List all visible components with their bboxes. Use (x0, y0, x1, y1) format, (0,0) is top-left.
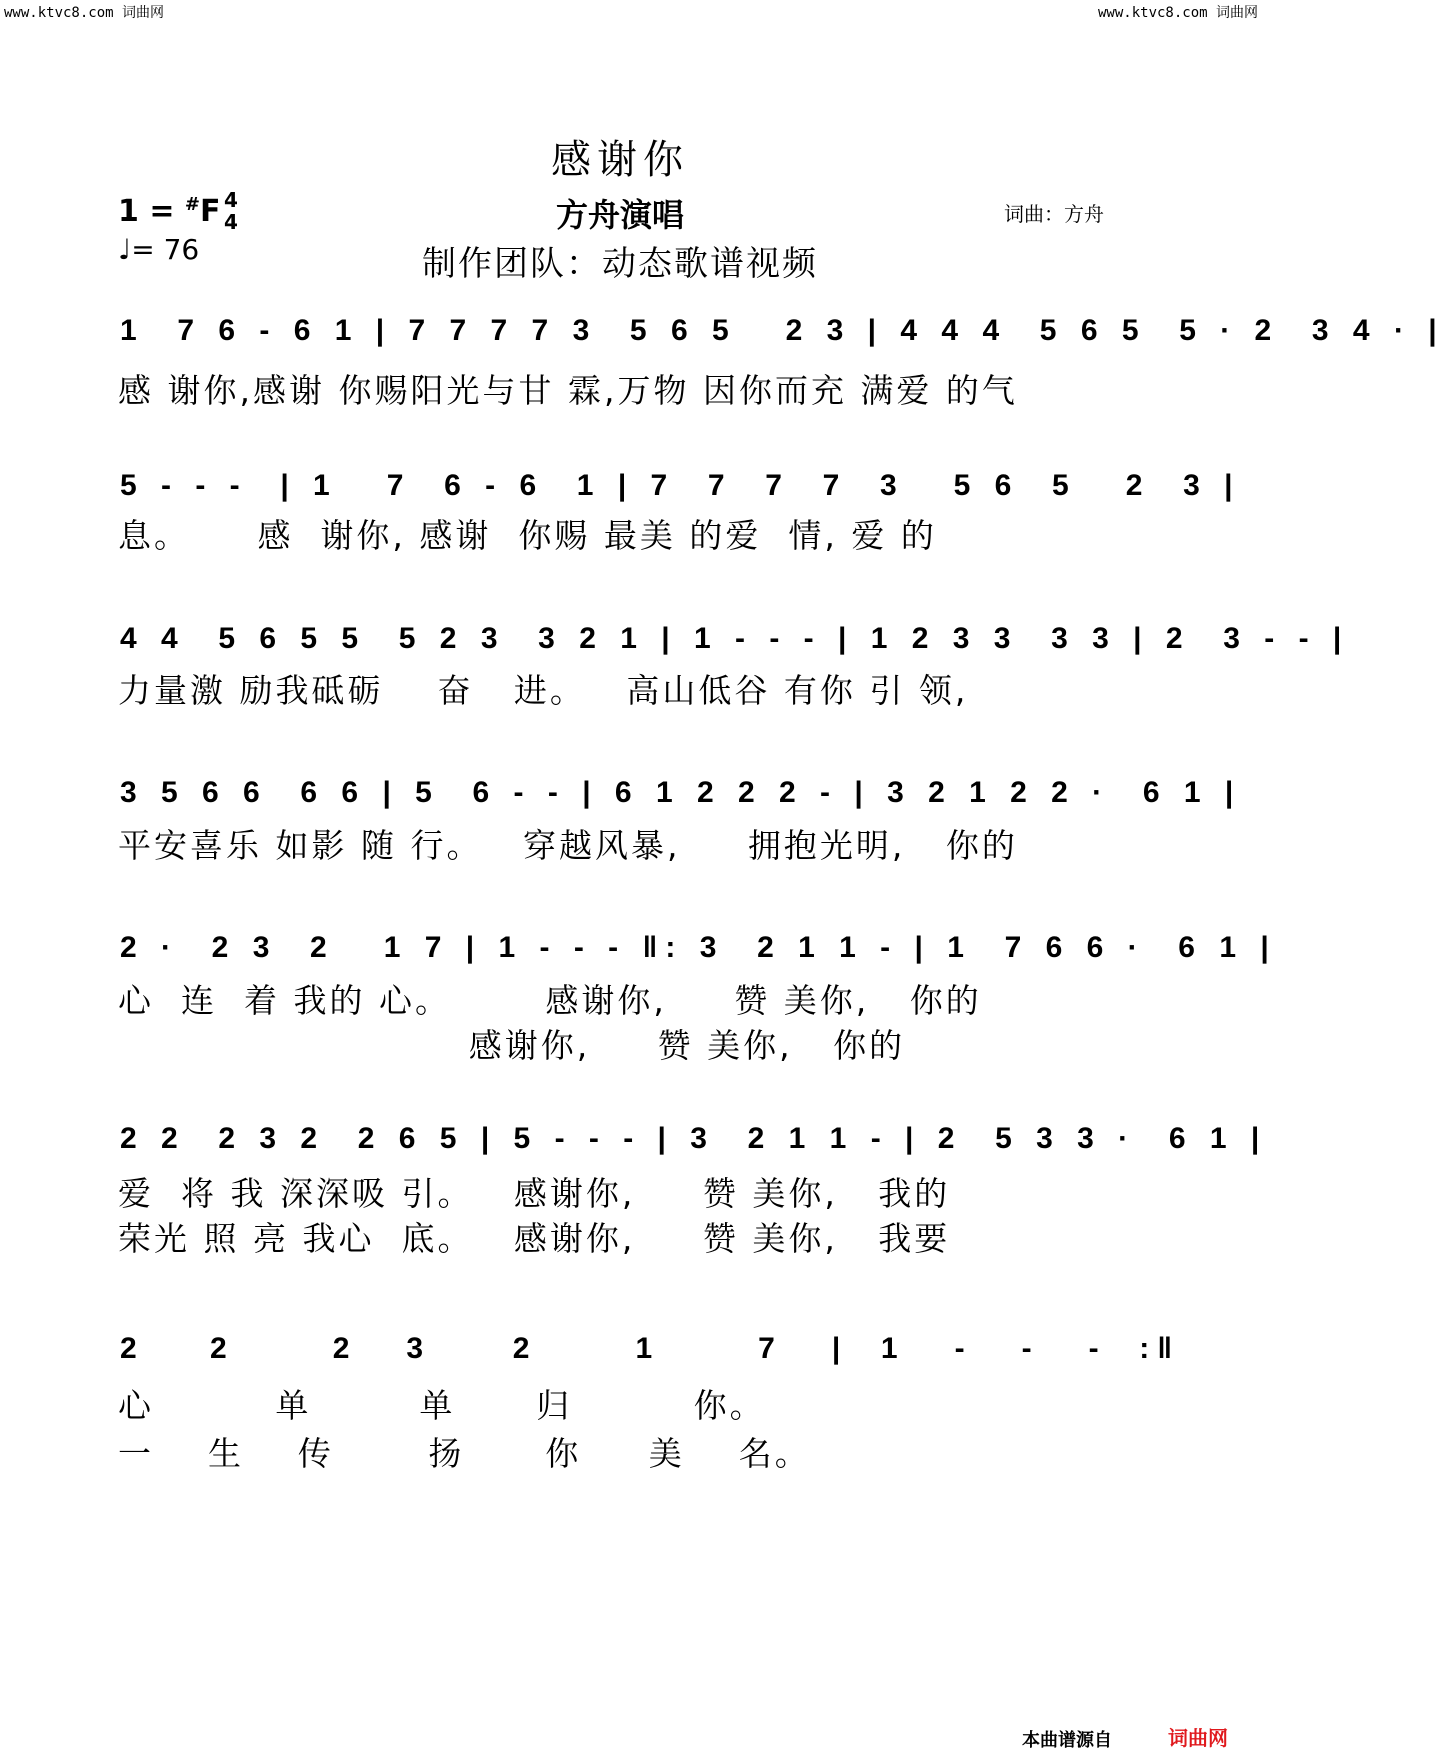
key-signature (118, 194, 221, 229)
notes-row-3: 4 4 5 6 5 5 5 2 3 3 2 1 | 1 - - - | 1 2 3 3 3 3 | 2 3 - - | (120, 622, 1350, 655)
notes-row-7: 2 2 2 3 2 1 7 | 1 - - - :‖ (120, 1332, 1181, 1365)
lyrics-row-4: 平安喜乐 如影 随 行。 穿越风暴, 拥抱光明, 你的 (118, 826, 1018, 865)
lyrics-row-3: 力量激 励我砥砺 奋 进。 高山低谷 有你 引 领, (118, 671, 969, 710)
notes-row-5: 2 · 2 3 2 1 7 | 1 - - - ‖: 3 2 1 1 - | 1 7 6 6 · 6 1 | (120, 931, 1277, 964)
tempo-mark: ♩= 76 (118, 233, 200, 266)
score-row-1 (0, 300, 1445, 372)
time-bottom: 4 (224, 210, 238, 234)
header-left-url: www.ktvc8.com 词曲网 (4, 5, 165, 21)
song-credit: 词曲：方舟 (1004, 202, 1104, 226)
key-prefix: 1 = (118, 194, 185, 229)
notes-row-4: 3 5 6 6 6 6 | 5 6 - - | 6 1 2 2 2 - | 3 2 1 2 2 · 6 1 | (120, 776, 1242, 809)
song-singer: 方舟演唱 (555, 196, 684, 234)
lyrics-row-7a: 心 单 单 归 你。 (118, 1386, 766, 1425)
notes-row-6: 2 2 2 3 2 2 6 5 | 5 - - - | 3 2 1 1 - | 2 5 3 3 · 6 1 | (120, 1122, 1268, 1155)
time-signature (224, 190, 238, 234)
notes-row-1: 1 7 6 - 6 1 | 7 7 7 7 3 5 6 5 2 3 | 4 4 4 5 6 5 5 · 2 3 4 · | (120, 314, 1445, 347)
time-top: 4 (224, 188, 238, 212)
lyrics-row-5b: 感谢你, 赞 美你, 你的 (118, 1026, 906, 1065)
lyrics-row-7b: 一 生 传 扬 你 美 名。 (118, 1434, 811, 1473)
footer-source: 本曲谱源自 (1022, 1730, 1112, 1751)
notes-row-2: 5 - - - | 1 7 6 - 6 1 | 7 7 7 7 3 5 6 5 2 3 | (120, 469, 1241, 502)
header-right-url: www.ktvc8.com 词曲网 (1098, 5, 1259, 21)
lyrics-row-6a: 爱 将 我 深深吸 引。 感谢你, 赞 美你, 我的 (118, 1174, 951, 1213)
footer-brand-logo[interactable]: 词曲网 (1168, 1726, 1228, 1750)
lyrics-row-6b: 荣光 照 亮 我心 底。 感谢你, 赞 美你, 我要 (118, 1219, 951, 1258)
key-note: F (200, 194, 221, 229)
song-title: 感谢你 (551, 137, 689, 183)
lyrics-row-1: 感 谢你,感谢 你赐阳光与甘 霖,万物 因你而充 满爱 的气 (118, 371, 1018, 410)
lyrics-row-2: 息。 感 谢你, 感谢 你赐 最美 的爱 情, 爱 的 (118, 516, 937, 555)
production-team: 制作团队：动态歌谱视频 (422, 244, 818, 284)
sharp-sign: # (184, 194, 200, 215)
lyrics-row-5a: 心 连 着 我的 心。 感谢你, 赞 美你, 你的 (118, 981, 982, 1020)
